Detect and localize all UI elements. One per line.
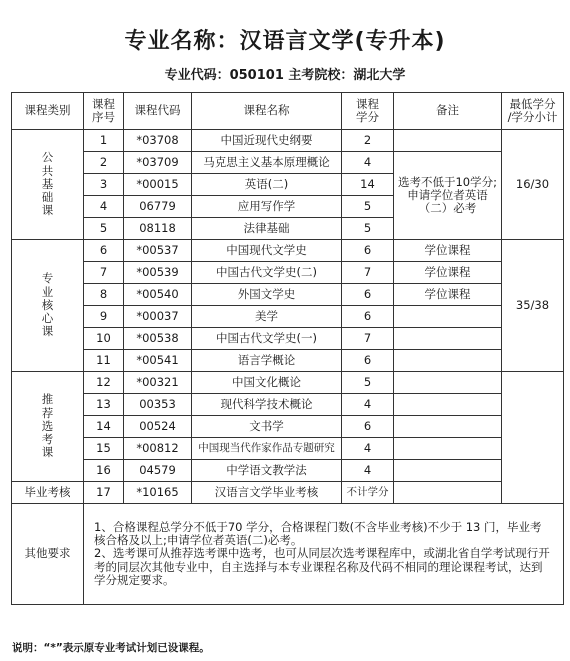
note-cell xyxy=(394,394,502,416)
table-row xyxy=(12,306,564,328)
credit-cell: 5 xyxy=(342,218,394,240)
name-cell: 中国现代文学史 xyxy=(192,240,342,262)
category-cell: 专 业 核 心 课 xyxy=(12,240,84,372)
min-credit-cell xyxy=(502,372,564,504)
credit-cell: 不计学分 xyxy=(342,482,394,504)
code-cell: *00037 xyxy=(124,306,192,328)
code-cell: *03709 xyxy=(124,152,192,174)
note-cell xyxy=(394,416,502,438)
table-row xyxy=(12,240,564,262)
name-cell: 美学 xyxy=(192,306,342,328)
table-row xyxy=(12,262,564,284)
note-cell xyxy=(394,482,502,504)
name-cell: 中学语文教学法 xyxy=(192,460,342,482)
credit-cell: 4 xyxy=(342,460,394,482)
credit-cell: 5 xyxy=(342,196,394,218)
curriculum-table xyxy=(11,92,564,605)
credit-cell: 5 xyxy=(342,372,394,394)
note-cell: 学位课程 xyxy=(394,284,502,306)
page-title: 专业名称：汉语言文学(专升本) xyxy=(124,29,446,54)
table-row xyxy=(12,438,564,460)
seq-cell: 5 xyxy=(84,218,124,240)
requirement-line-1: 1、合格课程总学分不低于70 学分，合格课程门数(不含毕业考核)不少于 13 门，毕业考核合格及以上;申请学位者英语(二)必考。 xyxy=(94,519,542,548)
name-cell: 中国现当代作家作品专题研究 xyxy=(192,438,342,460)
name-cell: 语言学概论 xyxy=(192,350,342,372)
seq-cell: 9 xyxy=(84,306,124,328)
name-cell: 中国文化概论 xyxy=(192,372,342,394)
note-cell xyxy=(394,328,502,350)
credit-cell: 7 xyxy=(342,262,394,284)
header-seq: 课程 序号 xyxy=(84,93,124,130)
seq-cell: 7 xyxy=(84,262,124,284)
other-label: 其他要求 xyxy=(12,504,84,605)
seq-cell: 2 xyxy=(84,152,124,174)
credit-cell: 2 xyxy=(342,130,394,152)
code-cell: *00812 xyxy=(124,438,192,460)
seq-cell: 10 xyxy=(84,328,124,350)
credit-cell: 4 xyxy=(342,438,394,460)
header-credit: 课程 学分 xyxy=(342,93,394,130)
code-cell: *00539 xyxy=(124,262,192,284)
seq-cell: 3 xyxy=(84,174,124,196)
table-row xyxy=(12,416,564,438)
code-cell: 06779 xyxy=(124,196,192,218)
table-row xyxy=(12,460,564,482)
table-header-row xyxy=(12,93,564,130)
code-cell: *00537 xyxy=(124,240,192,262)
code-cell: *00321 xyxy=(124,372,192,394)
table-row xyxy=(12,328,564,350)
note-cell xyxy=(394,350,502,372)
credit-cell: 4 xyxy=(342,394,394,416)
note-cell xyxy=(394,306,502,328)
code-cell: 08118 xyxy=(124,218,192,240)
name-cell: 汉语言文学毕业考核 xyxy=(192,482,342,504)
credit-cell: 6 xyxy=(342,416,394,438)
page-subtitle: 专业代码：050101 主考院校：湖北大学 xyxy=(164,68,406,83)
name-cell: 马克思主义基本原理概论 xyxy=(192,152,342,174)
name-cell: 应用写作学 xyxy=(192,196,342,218)
code-cell: 04579 xyxy=(124,460,192,482)
credit-cell: 14 xyxy=(342,174,394,196)
credit-cell: 6 xyxy=(342,306,394,328)
seq-cell: 11 xyxy=(84,350,124,372)
seq-cell: 16 xyxy=(84,460,124,482)
requirement-line-2: 2、选考课可从推荐选考课中选考，也可从同层次选考课程库中，或湖北省自学考试现行开考的同层次其他专业中，自主选择与本专业课程名称及代码不相同的理论课程考试，达到学分规定要求。 xyxy=(94,546,550,587)
note-cell: 选考不低于10学分; 申请学位者英语（二）必考 xyxy=(394,152,502,240)
code-cell: 00353 xyxy=(124,394,192,416)
seq-cell: 4 xyxy=(84,196,124,218)
min-credit-cell: 16/30 xyxy=(502,130,564,240)
name-cell: 外国文学史 xyxy=(192,284,342,306)
header-min: 最低学分 /学分小计 xyxy=(502,93,564,130)
table-row xyxy=(12,130,564,152)
header-name: 课程名称 xyxy=(192,93,342,130)
name-cell: 中国古代文学史(二) xyxy=(192,262,342,284)
table-row-graduation xyxy=(12,482,564,504)
code-cell: *00540 xyxy=(124,284,192,306)
note-cell xyxy=(394,130,502,152)
code-cell: *03708 xyxy=(124,130,192,152)
other-requirements xyxy=(84,504,564,605)
table-row xyxy=(12,372,564,394)
header-note: 备注 xyxy=(394,93,502,130)
credit-cell: 6 xyxy=(342,350,394,372)
name-cell: 法律基础 xyxy=(192,218,342,240)
seq-cell: 1 xyxy=(84,130,124,152)
note-cell xyxy=(394,438,502,460)
code-cell: *00538 xyxy=(124,328,192,350)
name-cell: 中国古代文学史(一) xyxy=(192,328,342,350)
category-cell: 毕业考核 xyxy=(12,482,84,504)
note-cell xyxy=(394,460,502,482)
seq-cell: 13 xyxy=(84,394,124,416)
note-cell: 学位课程 xyxy=(394,240,502,262)
name-cell: 中国近现代史纲要 xyxy=(192,130,342,152)
min-credit-cell: 35/38 xyxy=(502,240,564,372)
code-cell: *00541 xyxy=(124,350,192,372)
category-cell: 公 共 基 础 课 xyxy=(12,130,84,240)
name-cell: 现代科学技术概论 xyxy=(192,394,342,416)
credit-cell: 4 xyxy=(342,152,394,174)
credit-cell: 6 xyxy=(342,284,394,306)
code-cell: *10165 xyxy=(124,482,192,504)
code-cell: 00524 xyxy=(124,416,192,438)
code-cell: *00015 xyxy=(124,174,192,196)
note-cell: 学位课程 xyxy=(394,262,502,284)
seq-cell: 15 xyxy=(84,438,124,460)
table-row xyxy=(12,394,564,416)
seq-cell: 12 xyxy=(84,372,124,394)
name-cell: 英语(二) xyxy=(192,174,342,196)
table-row xyxy=(12,350,564,372)
header-code: 课程代码 xyxy=(124,93,192,130)
header-category: 课程类别 xyxy=(12,93,84,130)
table-row-other xyxy=(12,504,564,605)
footnote: 说明：“*”表示原专业考试计划已设课程。 xyxy=(12,642,210,654)
note-cell xyxy=(394,372,502,394)
credit-cell: 7 xyxy=(342,328,394,350)
table-row xyxy=(12,284,564,306)
seq-cell: 14 xyxy=(84,416,124,438)
table-row xyxy=(12,152,564,174)
seq-cell: 17 xyxy=(84,482,124,504)
category-cell: 推 荐 选 考 课 xyxy=(12,372,84,482)
seq-cell: 6 xyxy=(84,240,124,262)
seq-cell: 8 xyxy=(84,284,124,306)
credit-cell: 6 xyxy=(342,240,394,262)
name-cell: 文书学 xyxy=(192,416,342,438)
